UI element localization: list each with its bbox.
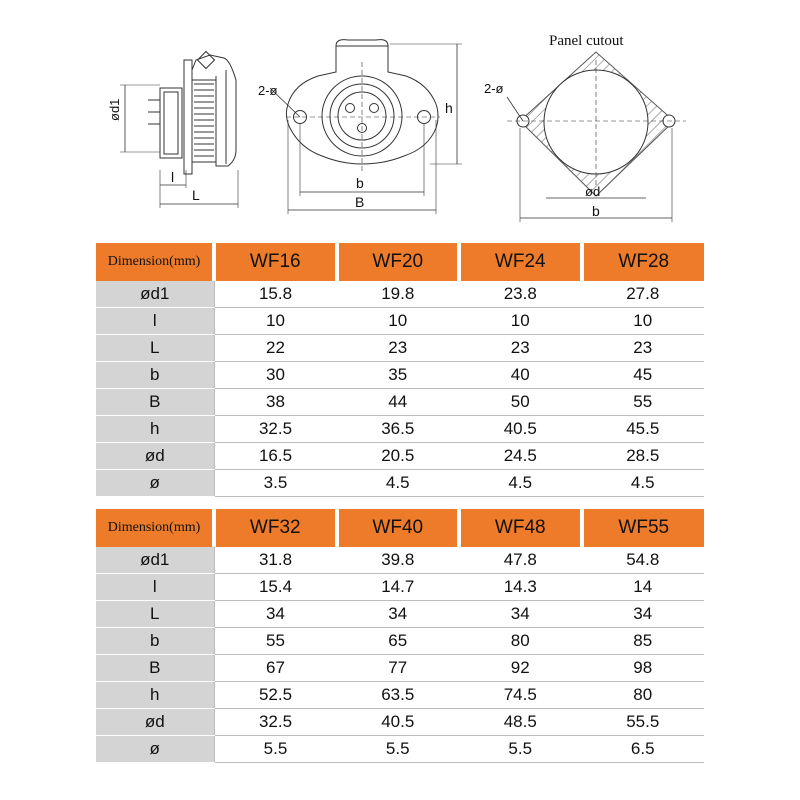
table-row — [96, 574, 704, 601]
table-cell: 45 — [582, 362, 705, 389]
side-l-label: l — [171, 169, 175, 185]
table-cell: 80 — [459, 628, 582, 655]
row-label: ød — [96, 709, 214, 736]
table-cell: 55 — [214, 628, 337, 655]
technical-drawing — [0, 0, 800, 235]
table-cell: 10 — [582, 308, 705, 335]
table-cell: 40 — [459, 362, 582, 389]
table-cell: 39.8 — [337, 547, 460, 574]
table-cell: 40.5 — [337, 709, 460, 736]
table-cell: 34 — [459, 601, 582, 628]
dimension-table-1 — [96, 243, 704, 497]
panel-cutout-title: Panel cutout — [549, 33, 624, 49]
dimension-header: Dimension(mm) — [96, 509, 214, 547]
table-header-row — [96, 243, 704, 281]
table-cell: 50 — [459, 389, 582, 416]
row-label: b — [96, 362, 214, 389]
table-cell: 4.5 — [582, 470, 705, 497]
row-label: L — [96, 601, 214, 628]
table-cell: 35 — [337, 362, 460, 389]
table-cell: 15.4 — [214, 574, 337, 601]
table-cell: 44 — [337, 389, 460, 416]
table-row — [96, 362, 704, 389]
table-cell: 4.5 — [459, 470, 582, 497]
table-cell: 30 — [214, 362, 337, 389]
table-row — [96, 547, 704, 574]
row-label: h — [96, 682, 214, 709]
table-cell: 24.5 — [459, 443, 582, 470]
table-row — [96, 682, 704, 709]
row-label: B — [96, 655, 214, 682]
table-cell: 54.8 — [582, 547, 705, 574]
table-cell: 74.5 — [459, 682, 582, 709]
table-cell: 23.8 — [459, 281, 582, 308]
row-label: B — [96, 389, 214, 416]
row-label: L — [96, 335, 214, 362]
table-cell: 6.5 — [582, 736, 705, 763]
table-cell: 52.5 — [214, 682, 337, 709]
table-cell: 10 — [459, 308, 582, 335]
table-cell: 38 — [214, 389, 337, 416]
table-cell: 15.8 — [214, 281, 337, 308]
table-row — [96, 470, 704, 497]
table-cell: 65 — [337, 628, 460, 655]
table-cell: 19.8 — [337, 281, 460, 308]
model-header: WF16 — [214, 243, 337, 281]
table-row — [96, 601, 704, 628]
table-cell: 63.5 — [337, 682, 460, 709]
table-cell: 14 — [582, 574, 705, 601]
front-h-label: h — [445, 100, 453, 116]
table-cell: 92 — [459, 655, 582, 682]
table-cell: 5.5 — [337, 736, 460, 763]
dimension-header: Dimension(mm) — [96, 243, 214, 281]
table-cell: 77 — [337, 655, 460, 682]
table-cell: 45.5 — [582, 416, 705, 443]
row-label: ød — [96, 443, 214, 470]
table-cell: 85 — [582, 628, 705, 655]
table-row — [96, 389, 704, 416]
table-cell: 23 — [582, 335, 705, 362]
table-cell: 67 — [214, 655, 337, 682]
table-cell: 14.7 — [337, 574, 460, 601]
table-cell: 48.5 — [459, 709, 582, 736]
table-row — [96, 416, 704, 443]
table-cell: 55 — [582, 389, 705, 416]
cutout-holes-label: 2-ø — [484, 81, 504, 96]
table-row — [96, 736, 704, 763]
table-cell: 80 — [582, 682, 705, 709]
row-label: ød1 — [96, 547, 214, 574]
front-view-drawing — [270, 40, 462, 214]
table-cell: 10 — [214, 308, 337, 335]
table-header-row — [96, 509, 704, 547]
table-cell: 32.5 — [214, 416, 337, 443]
table-cell: 34 — [582, 601, 705, 628]
table-cell: 36.5 — [337, 416, 460, 443]
table-cell: 5.5 — [214, 736, 337, 763]
front-B-label: B — [355, 194, 365, 210]
side-L-label: L — [192, 187, 200, 203]
model-header: WF55 — [582, 509, 705, 547]
table-row — [96, 335, 704, 362]
model-header: WF40 — [337, 509, 460, 547]
table-cell: 98 — [582, 655, 705, 682]
table-cell: 3.5 — [214, 470, 337, 497]
row-label: l — [96, 308, 214, 335]
table-cell: 34 — [337, 601, 460, 628]
table-cell: 34 — [214, 601, 337, 628]
table-row — [96, 308, 704, 335]
table-cell: 22 — [214, 335, 337, 362]
model-header: WF28 — [582, 243, 705, 281]
table-cell: 23 — [337, 335, 460, 362]
table-row — [96, 655, 704, 682]
table-row — [96, 628, 704, 655]
front-holes-label: 2-ø — [258, 83, 278, 98]
table-row — [96, 443, 704, 470]
row-label: h — [96, 416, 214, 443]
row-label: ød1 — [96, 281, 214, 308]
table-cell: 16.5 — [214, 443, 337, 470]
table-cell: 4.5 — [337, 470, 460, 497]
dimension-table-2 — [96, 509, 704, 763]
table-row — [96, 709, 704, 736]
table-row — [96, 281, 704, 308]
table-cell: 47.8 — [459, 547, 582, 574]
table-cell: 28.5 — [582, 443, 705, 470]
table-cell: 32.5 — [214, 709, 337, 736]
cutout-b-label: b — [592, 203, 600, 219]
table-cell: 27.8 — [582, 281, 705, 308]
table-cell: 5.5 — [459, 736, 582, 763]
front-b-label: b — [356, 175, 364, 191]
table-cell: 23 — [459, 335, 582, 362]
cutout-d-label: ød — [585, 184, 601, 199]
table-cell: 20.5 — [337, 443, 460, 470]
row-label: l — [96, 574, 214, 601]
row-label: ø — [96, 736, 214, 763]
table-cell: 10 — [337, 308, 460, 335]
model-header: WF20 — [337, 243, 460, 281]
table-cell: 14.3 — [459, 574, 582, 601]
row-label: ø — [96, 470, 214, 497]
side-d1-label: ød1 — [107, 98, 122, 121]
table-cell: 40.5 — [459, 416, 582, 443]
table-cell: 55.5 — [582, 709, 705, 736]
model-header: WF24 — [459, 243, 582, 281]
table-cell: 31.8 — [214, 547, 337, 574]
model-header: WF48 — [459, 509, 582, 547]
side-view-drawing — [120, 52, 238, 208]
row-label: b — [96, 628, 214, 655]
model-header: WF32 — [214, 509, 337, 547]
